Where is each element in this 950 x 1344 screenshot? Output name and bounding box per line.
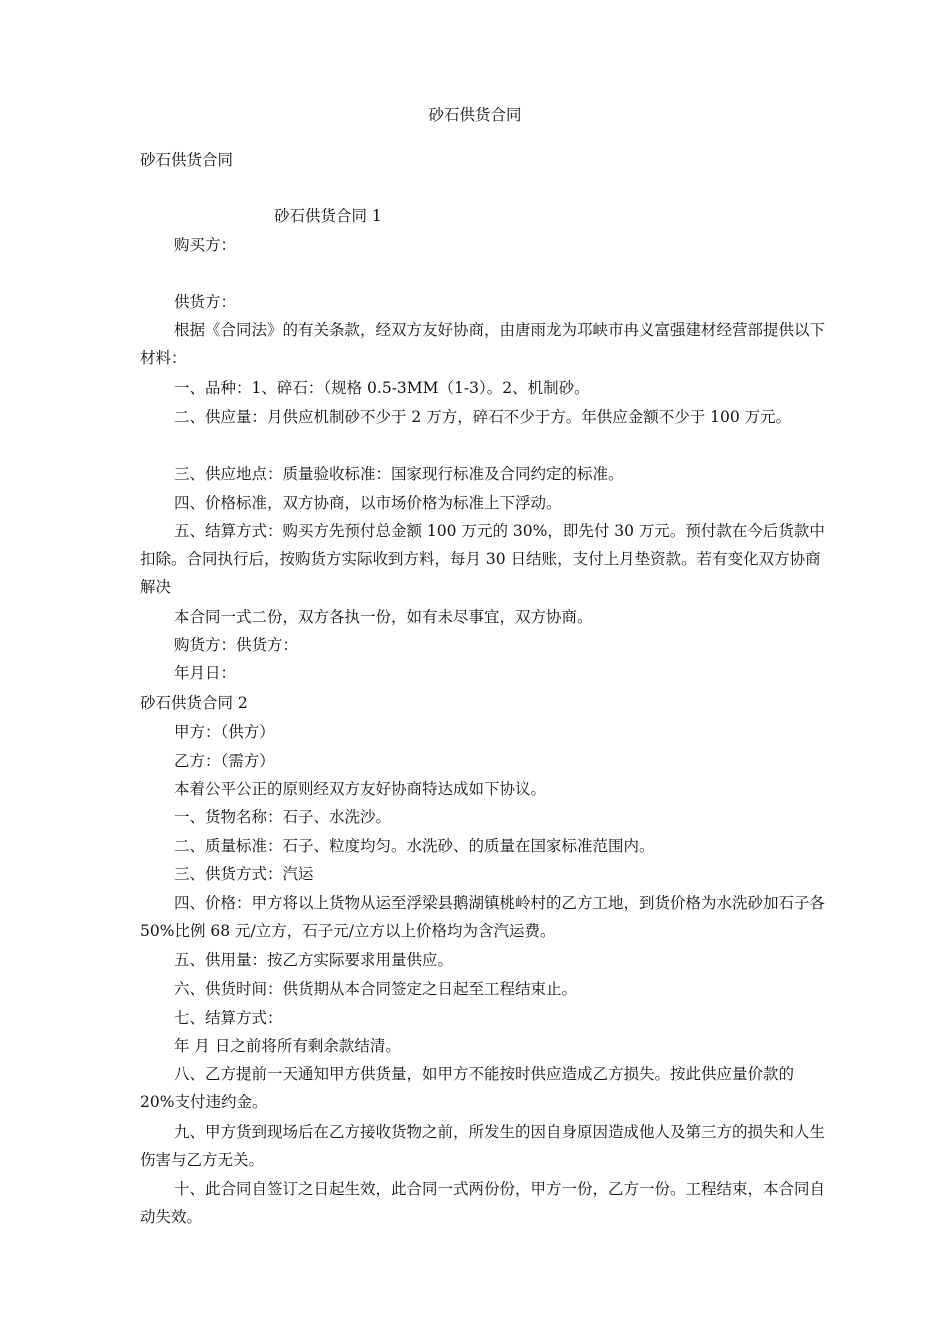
section2-item7-detail: 年 月 日之前将所有剩余款结清。 — [174, 1037, 401, 1055]
section2-item6: 六、供货时间：供货期从本合同签定之日起至工程结束止。 — [174, 980, 578, 998]
section1-intro: 根据《合同法》的有关条款，经双方友好协商，由唐雨龙为邛峡市冉义富强建材经营部提供以下材料： — [140, 321, 826, 367]
section2-item4: 四、价格：甲方将以上货物从运至浮梁县鹅湖镇桃岭村的乙方工地，到货价格为水洗砂加石子各 50%比例 68 元/立方，石子元/立方以上价格均为含汽运费。 — [140, 894, 826, 940]
section2-item7: 七、结算方式： — [174, 1009, 283, 1027]
section1-buyer: 购买方： — [174, 236, 237, 254]
section2-item1: 一、货物名称：石子、水洗沙。 — [174, 808, 392, 826]
section1-item3: 三、供应地点：质量验收标准：国家现行标准及合同约定的标准。 — [174, 465, 624, 483]
section1-item4: 四、价格标准，双方协商，以市场价格为标准上下浮动。 — [174, 494, 562, 512]
section2-party-b: 乙方：（需方） — [174, 752, 275, 770]
section1-signatures: 购货方：供货方： — [174, 636, 299, 654]
section2-heading: 砂石供货合同 2 — [140, 694, 248, 712]
document-heading: 砂石供货合同 — [140, 151, 234, 169]
section2-item10: 十、此合同自签订之日起生效，此合同一式两份份，甲方一份，乙方一份。工程结束，本合同自动失效。 — [140, 1180, 826, 1226]
section2-item8: 八、乙方提前一天通知甲方供货量，如甲方不能按时供应造成乙方损失。按此供应量价款的 20%支付违约金。 — [140, 1065, 795, 1111]
section1-item1: 一、品种：1、碎石：（规格 0.5-3MM（1-3）。2、机制砂。 — [174, 379, 590, 397]
section1-copies: 本合同一式二份，双方各执一份，如有未尽事宜，双方协商。 — [174, 608, 593, 626]
section2-item3: 三、供货方式：汽运 — [174, 865, 314, 883]
section2-party-a: 甲方：（供方） — [174, 723, 275, 741]
section1-item5: 五、结算方式：购买方先预付总金额 100 万元的 30%，即先付 30 万元。预付款在今后货款中扣除。合同执行后，按购货方实际收到方料，每月 30 日结账，支付上月垫资款。若有变化双方协商解决 — [140, 522, 825, 596]
section2-item5: 五、供用量：按乙方实际要求用量供应。 — [174, 951, 454, 969]
document-title: 砂石供货合同 — [428, 106, 522, 124]
section2-intro: 本着公平公正的原则经双方友好协商特达成如下协议。 — [174, 780, 547, 798]
section2-item2: 二、质量标准：石子、粒度均匀。水洗砂、的质量在国家标准范围内。 — [174, 837, 655, 855]
section1-date: 年月日： — [174, 664, 237, 682]
section1-heading: 砂石供货合同 1 — [274, 207, 382, 225]
section1-supplier: 供货方： — [174, 293, 237, 311]
section2-item9: 九、甲方货到现场后在乙方接收货物之前，所发生的因自身原因造成他人及第三方的损失和人生伤害与乙方无关。 — [140, 1123, 826, 1169]
section1-item2: 二、供应量：月供应机制砂不少于 2 万方，碎石不少于方。年供应金额不少于 100 万元。 — [174, 408, 792, 426]
